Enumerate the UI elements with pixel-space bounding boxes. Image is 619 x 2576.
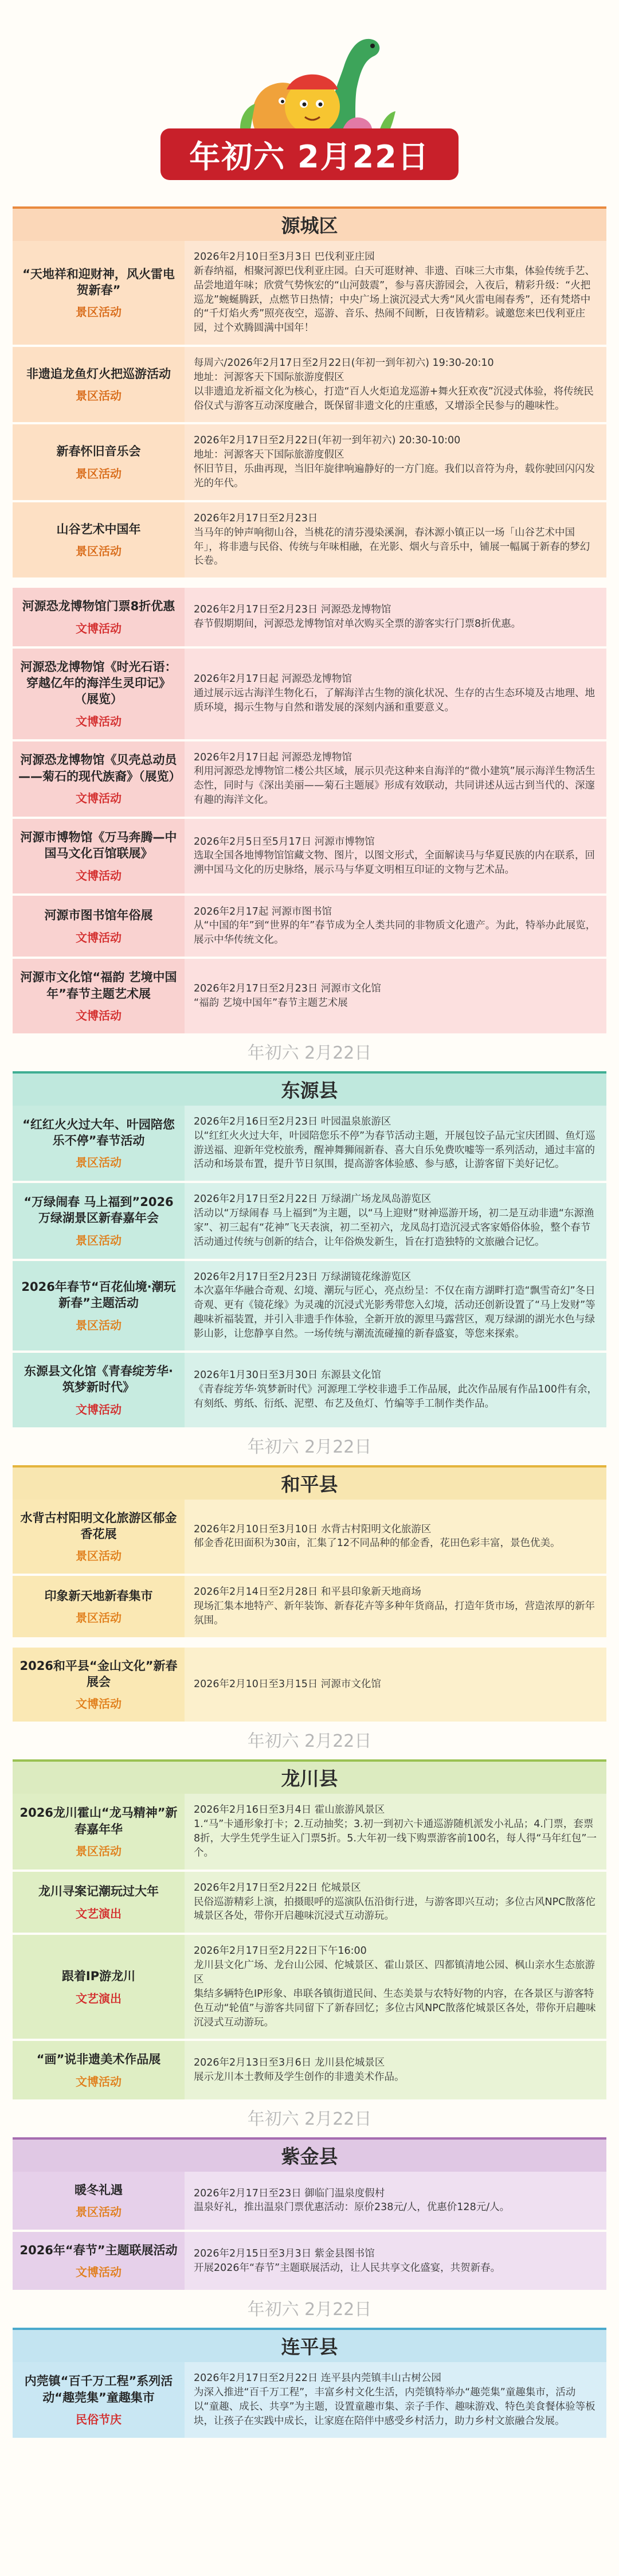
event-description	[185, 424, 606, 499]
event-date-location: 2026年2月10日至3月15日 河源市文化馆	[194, 1679, 381, 1691]
event-row	[13, 2232, 606, 2290]
event-detail-line: 以“红红火火过大年，叶园陪您乐不停”为春节活动主题，开展包饺子品元宝庆团圆、鱼灯巡游送福、迎新年党校旅秀，醒神舞狮闹新春、喜大自乐免费吹嘘等一系列活动，通过丰富的活动和场景布置，提升节日氛围，提高游客体验感、参与感，让游客留下美好记忆。	[194, 1130, 596, 1170]
event-detail-line: 怀旧节目，乐曲再现，当旧年旋律响遍静好的一方门庭。我们以音符为舟，载你驶回闪闪发光的年代。	[194, 463, 595, 489]
event-name: 河源市博物馆《万马奔腾—中国马文化百馆联展》	[20, 830, 177, 861]
event-title-cell	[13, 241, 185, 345]
event-detail-line: 现场汇集本地特产、新年装饰、新春花卉等多种年货商品，打造年货市场，营造浓厚的新年氛围。	[194, 1601, 595, 1626]
county-section	[13, 1465, 606, 1637]
date-separator: 年初六 2月22日	[247, 1731, 372, 1752]
event-description	[185, 1648, 606, 1722]
event-name: 河源市图书馆年俗展	[44, 908, 153, 923]
event-title-cell	[13, 819, 185, 893]
event-detail-line: 龙川县文化广场、龙台山公园、佗城景区、霍山景区、四都镇清地公园、枫山亲水生态旅游区	[194, 1960, 595, 1985]
event-detail-line: 地址：河源客天下国际旅游度假区	[194, 371, 344, 383]
event-name: 龙川寻案记潮玩过大年	[38, 1884, 159, 1899]
event-row	[13, 1500, 606, 1574]
event-name: 2026龙川霍山“龙马精神”新春嘉年华	[19, 1806, 178, 1836]
event-description	[185, 1261, 606, 1351]
event-date-location: 2026年2月15日至3月3日 紫金县图书馆	[194, 2247, 375, 2259]
event-row	[13, 819, 606, 893]
event-date-location: 2026年2月17日起 河源恐龙博物馆	[194, 751, 352, 763]
event-name: “画”说非遗美术作品展	[36, 2052, 161, 2067]
event-date-location: 2026年2月17日至2月22日 连平县内莞镇丰山古树公园	[194, 2372, 441, 2384]
event-row	[13, 2362, 606, 2437]
event-name: “万绿闹春 马上福到”2026万绿湖景区新春嘉年会	[23, 1195, 174, 1225]
event-name: 2026年“春节”主题联展活动	[19, 2243, 178, 2258]
event-detail-line: 春节假期期间，河源恐龙博物馆对单次购买全票的游客实行门票8折优惠。	[194, 618, 522, 630]
event-description	[185, 1935, 606, 2039]
event-detail-line: 地址：河源客天下国际旅游度假区	[194, 449, 344, 461]
event-detail-line: 集结多辆特色IP形象、串联各镇街道民间、生态美景与农特好物的内容，在各景区与游客特色互动“轮值”与游客共同留下了新春回忆；多位古风NPC散落佗城景区各处，带你开启趣味沉浸式互动游玩。	[194, 1988, 596, 2028]
event-name: 暖冬礼遇	[75, 2183, 123, 2197]
event-detail-line: 选取全国各地博物馆馆藏文物、图片，以图文形式，全面解读马与华夏民族的内在联系，回溯中国马文化的历史脉络，展示马与华夏文明相互印证的文物与艺术品。	[194, 850, 595, 876]
event-name: 河源恐龙博物馆《贝壳总动员——菊石的现代族裔》（展览）	[18, 753, 181, 783]
event-type-badge: 文博活动	[76, 1402, 122, 1416]
event-description	[185, 1500, 606, 1574]
event-row	[13, 1576, 606, 1637]
event-description	[185, 896, 606, 957]
event-row	[13, 502, 606, 577]
county-section	[13, 2328, 606, 2437]
event-name: 非遗追龙鱼灯火把巡游活动	[26, 367, 171, 381]
event-name: 河源恐龙博物馆门票8折优惠	[22, 599, 175, 614]
event-type-badge: 景区活动	[76, 1549, 122, 1563]
event-name: 内莞镇“百千万工程”系列活动“趣莞集”童趣集市	[24, 2374, 173, 2405]
event-title-cell	[13, 2232, 185, 2290]
event-type-badge: 景区活动	[76, 1844, 122, 1858]
event-detail-line: 利用河源恐龙博物馆二楼公共区域，展示贝壳这种来自海洋的“微小建筑”展示海洋生物活生态性，同时与《深出美丽——菊石主题展》形成有效联动，共同讲述从远古到当代的、深邃有趣的海洋文化。	[194, 766, 596, 806]
event-name: 印象新天地新春集市	[44, 1588, 153, 1603]
section-gap	[0, 580, 619, 588]
event-name: “红红火火过大年、叶园陪您乐不停”春节活动	[22, 1117, 175, 1148]
event-row	[13, 2041, 606, 2099]
event-row	[13, 241, 606, 345]
event-description	[185, 1872, 606, 1933]
event-name: 山谷艺术中国年	[56, 522, 141, 536]
event-title-cell	[13, 1183, 185, 1258]
event-type-badge: 文博活动	[76, 1008, 122, 1022]
county-section	[13, 206, 606, 577]
event-date-location: 2026年2月16日至3月4日 霍山旅游风景区	[194, 1804, 385, 1816]
county-title: 源城区	[13, 206, 606, 241]
event-name: “天地祥和迎财神，风火雷电贺新春”	[22, 267, 175, 298]
event-row	[13, 1353, 606, 1427]
county-title: 龙川县	[13, 1759, 606, 1794]
event-date-location: 2026年2月17日起 河源恐龙博物馆	[194, 673, 352, 685]
event-title-cell	[13, 896, 185, 957]
event-date-location: 2026年2月14日至2月28日 和平县印象新天地商场	[194, 1586, 421, 1598]
event-title-cell	[13, 1935, 185, 2039]
event-date-location: 2026年2月17日至2月23日	[194, 512, 318, 524]
event-name: 2026年春节“百花仙境·潮玩新春”主题活动	[21, 1279, 176, 1310]
event-description	[185, 959, 606, 1033]
section-gap	[0, 1640, 619, 1648]
county-title: 连平县	[13, 2328, 606, 2362]
event-type-badge: 文博活动	[76, 2265, 122, 2280]
event-row	[13, 1935, 606, 2039]
event-name: 河源市文化馆“福韵 艺境中国年”春节主题艺术展	[20, 970, 177, 1001]
event-detail-line: 通过展示远古海洋生物化石，了解海洋古生物的演化状况、生存的古生态环境及古地理、地质环境，揭示生物与自然和谐发展的深刻内涵和重要意义。	[194, 688, 595, 713]
county-title: 紫金县	[13, 2137, 606, 2172]
event-name: 跟着IP游龙川	[61, 1969, 136, 1984]
event-description	[185, 819, 606, 893]
event-title-cell	[13, 2172, 185, 2230]
county-section	[13, 2137, 606, 2290]
event-detail-line: 为深入推进“百千万工程”，丰富乡村文化生活，内莞镇特举办“趣莞集”童趣集市，活动以“童趣、成长、共享”为主题，设置童趣市集、亲子手作、趣味游戏、特色美食餐体验等板块，让孩子在实践中成长，让家庭在陪伴中感受乡村活力，助力乡村文旅融合发展。	[194, 2387, 596, 2427]
county-section	[13, 1648, 606, 1722]
event-description	[185, 649, 606, 739]
county-section	[13, 588, 606, 1033]
event-type-badge: 景区活动	[76, 1233, 122, 1247]
event-detail-line: 开展2026年“春节”主题联展活动，让人民共享文化盛宴，共贺新春。	[194, 2262, 501, 2274]
county-section	[13, 1071, 606, 1427]
event-title-cell	[13, 1353, 185, 1427]
event-date-location: 2026年2月13日至3月6日 龙川县佗城景区	[194, 2057, 385, 2069]
event-date-location: 2026年2月10日至3月3日 巴伐利亚庄园	[194, 251, 375, 263]
event-description	[185, 1106, 606, 1181]
event-date-location: 2026年2月16日至2月23日 叶园温泉旅游区	[194, 1115, 391, 1127]
event-type-badge: 文艺演出	[76, 1991, 122, 2005]
event-date-location: 2026年1月30日至3月30日 东源县文化馆	[194, 1369, 381, 1381]
event-type-badge: 文博活动	[76, 621, 122, 635]
date-separator: 年初六 2月22日	[247, 2109, 372, 2129]
event-type-badge: 景区活动	[76, 1611, 122, 1625]
event-detail-line: 温泉好礼，推出温泉门票优惠活动：原价238元/人，优惠价128元/人。	[194, 2202, 510, 2214]
event-type-badge: 民俗节庆	[76, 2412, 122, 2426]
event-row	[13, 741, 606, 817]
date-separator: 年初六 2月22日	[247, 2300, 372, 2320]
event-detail-line: 民俗巡游精彩上演，拍摄眼呼的巡演队伍沿街行进，与游客即兴互动；多位古风NPC散落佗城景区各处，带你开启趣味沉浸式互动游玩。	[194, 1896, 596, 1922]
event-row	[13, 959, 606, 1033]
dinosaur-mascot-illustration	[206, 21, 413, 147]
event-type-badge: 文博活动	[76, 930, 122, 944]
event-row	[13, 424, 606, 499]
county-title: 和平县	[13, 1465, 606, 1500]
event-row	[13, 1648, 606, 1722]
event-description	[185, 1794, 606, 1869]
event-description	[185, 2232, 606, 2290]
date-separator: 年初六 2月22日	[247, 1043, 372, 1063]
event-date-location: 2026年2月17日至2月22日(年初一到年初六) 20:30-10:00	[194, 435, 461, 447]
event-detail-line: 郁金香花田面积为30亩，汇集了12不同品种的郁金香，花田色彩丰富，景色优美。	[194, 1537, 561, 1549]
event-date-location: 2026年2月10日至3月10日 水背古村阳明文化旅游区	[194, 1523, 432, 1535]
event-row	[13, 1106, 606, 1181]
event-description	[185, 1183, 606, 1258]
event-type-badge: 景区活动	[76, 389, 122, 403]
event-name: 东源县文化馆《青春绽芳华·筑梦新时代》	[24, 1364, 173, 1395]
event-detail-line: 活动以“万绿闹春 马上福到”为主题，以“马上迎财”财神巡游开场，初二是互动非遗“东源渔家”、初三起有“花神”飞天表演，初二至初六，龙凤岛打造沉浸式客家婚俗体验，整个春节活动通过传统与创新的结合，让年俗焕发新生，旨在打造独特的文旅融合记忆。	[194, 1208, 594, 1248]
event-type-badge: 文艺演出	[76, 1906, 122, 1921]
events-list	[0, 206, 619, 2438]
event-date-location: 每周六/2026年2月17日至2月22日(年初一到年初六) 19:30-20:10	[194, 357, 494, 369]
event-title-cell	[13, 502, 185, 577]
event-title-cell	[13, 1261, 185, 1351]
event-type-badge: 文博活动	[76, 868, 122, 883]
date-banner-title: 年初六 2月22日	[160, 128, 459, 180]
event-date-location: 2026年2月17日至2月23日 河源恐龙博物馆	[194, 604, 391, 616]
event-title-cell	[13, 1648, 185, 1722]
event-title-cell	[13, 2041, 185, 2099]
event-title-cell	[13, 1794, 185, 1869]
event-title-cell	[13, 588, 185, 646]
event-type-badge: 文博活动	[76, 714, 122, 728]
date-separator: 年初六 2月22日	[247, 1437, 372, 1457]
event-date-location: 2026年2月17日至2月22日 万绿湖广场龙凤岛游览区	[194, 1193, 432, 1205]
event-row	[13, 588, 606, 646]
event-row	[13, 2172, 606, 2230]
event-title-cell	[13, 424, 185, 499]
event-title-cell	[13, 347, 185, 422]
event-detail-line: “福韵 艺境中国年”春节主题艺术展	[194, 997, 348, 1009]
event-detail-line: 从“中国的年”到“世界的年”春节成为全人类共同的非物质文化遗产。为此，特举办此展览，展示中华传统文化。	[194, 920, 596, 946]
event-detail-line: 以非遗追龙祈福文化为核心，打造“百人火炬追龙巡游+舞火狂欢夜”沉浸式体验，将传统民俗仪式与游客互动深度融合，既保留非遗文化的庄重感，又增添全民参与的趣味性。	[194, 385, 594, 412]
event-description	[185, 741, 606, 817]
event-type-badge: 景区活动	[76, 305, 122, 319]
event-title-cell	[13, 1576, 185, 1637]
event-description	[185, 2172, 606, 2230]
event-type-badge: 景区活动	[76, 2205, 122, 2219]
event-name: 水背古村阳明文化旅游区郁金香花展	[20, 1511, 177, 1541]
event-date-location: 2026年2月17日至23日 御临门温泉度假村	[194, 2187, 385, 2199]
event-name: 新春怀旧音乐会	[56, 444, 141, 459]
event-description	[185, 2041, 606, 2099]
event-date-location: 2026年2月5日至5月17日 河源市博物馆	[194, 836, 375, 848]
event-description	[185, 588, 606, 646]
county-section	[13, 1759, 606, 2099]
event-title-cell	[13, 2362, 185, 2437]
event-description	[185, 1576, 606, 1637]
event-title-cell	[13, 959, 185, 1033]
event-name: 河源恐龙博物馆《时光石语：穿越亿年的海洋生灵印记》（展览）	[20, 659, 177, 707]
event-description	[185, 241, 606, 345]
event-type-badge: 文博活动	[76, 791, 122, 806]
event-detail-line: 新春纳福，相聚河源巴伐利亚庄园。白天可逛财神、非遗、百味三大市集，体验传统手艺、品尝地道年味；欣赏气势恢宏的“山河鼓震”，参与喜庆游园会，入夜后，精彩升级：“火把巡龙”蜿蜒腾跃，点燃节日热情；中央广场上演沉浸式大秀“风火雷电闹春秀”，还有梵塔中的“千灯焰火秀”照亮夜空，巡游、音乐、热闹不间断，日夜皆精彩。诚邀您来巴伐利亚庄园，过个欢腾圆满中国年！	[194, 265, 595, 334]
event-type-badge: 景区活动	[76, 1318, 122, 1332]
event-description	[185, 1353, 606, 1427]
event-date-location: 2026年2月17日至2月23日 万绿湖镜花缘游览区	[194, 1271, 412, 1283]
event-date-location: 2026年2月17日至2月22日 佗城景区	[194, 1882, 361, 1894]
event-type-badge: 景区活动	[76, 1156, 122, 1170]
event-detail-line: 展示龙川本土教师及学生创作的非遗美术作品。	[194, 2071, 405, 2083]
event-title-cell	[13, 741, 185, 817]
event-title-cell	[13, 1872, 185, 1933]
hero-header	[0, 0, 619, 206]
event-title-cell	[13, 1500, 185, 1574]
event-date-location: 2026年2月17起 河源市图书馆	[194, 905, 332, 918]
event-date-location: 2026年2月17日至2月22日下午16:00	[194, 1945, 367, 1957]
event-row	[13, 896, 606, 957]
event-description	[185, 502, 606, 577]
event-title-cell	[13, 1106, 185, 1181]
event-type-badge: 景区活动	[76, 544, 122, 559]
event-date-location: 2026年2月17日至2月23日 河源市文化馆	[194, 983, 381, 995]
event-detail-line: 1.“马”卡通形象打卡；2.互动抽奖；3.初一到初六卡通巡游随机派发小礼品；4.门票，套票8折，大学生凭学生证入门票5折。5.大年初一线下购票游客前100名，每人得“马年红包”一个。	[194, 1818, 597, 1859]
event-description	[185, 347, 606, 422]
event-row	[13, 649, 606, 739]
county-title: 东源县	[13, 1071, 606, 1106]
event-type-badge: 文博活动	[76, 2074, 122, 2089]
event-detail-line: 本次嘉年华融合奇观、幻境、潮玩与匠心，亮点纷呈：不仅在南方湖畔打造“飘雪奇幻”冬日奇观、更有《镜花缘》为灵魂的沉浸式光影秀带您入幻境，活动还创新设置了“马上发财”等趣味祈福装置，并引入非遗手作体验，全新开放的源里马露营区，观万绿湖的湖光水色与绿影山影，让您静享自然。一场传统与潮流流碰撞的新春盛宴，等您来探索。	[194, 1285, 596, 1340]
event-row	[13, 1872, 606, 1933]
event-type-badge: 文博活动	[76, 1697, 122, 1711]
event-title-cell	[13, 649, 185, 739]
event-description	[185, 2362, 606, 2437]
event-detail-line: 当马年的钟声响彻山谷，当桃花的清芬漫染溪涧，春沐源小镇正以一场「山谷艺术中国年」，将非遗与民俗、传统与年味相融，在光影、烟火与音乐中，铺展一幅属于新春的梦幻长卷。	[194, 526, 590, 567]
event-row	[13, 1261, 606, 1351]
event-row	[13, 347, 606, 422]
event-type-badge: 景区活动	[76, 466, 122, 481]
event-row	[13, 1183, 606, 1258]
event-row	[13, 1794, 606, 1869]
event-name: 2026和平县“金山文化”新春展会	[19, 1658, 178, 1689]
event-detail-line: 《青春绽芳华·筑梦新时代》河源理工学校非遗手工作品展，此次作品展有作品100件有余，有刻纸、剪纸、衍纸、泥塑、布艺及鱼灯、竹编等手工制作类作品。	[194, 1384, 597, 1410]
